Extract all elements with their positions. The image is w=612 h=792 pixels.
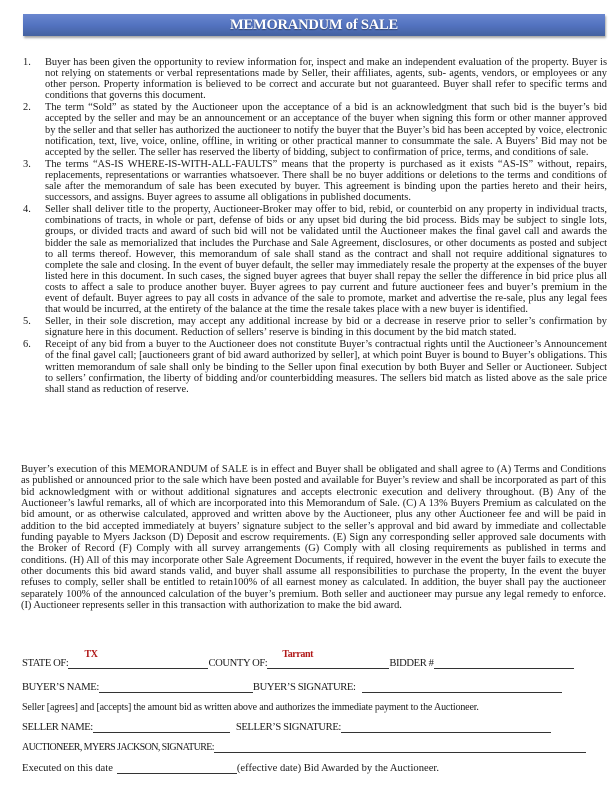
bidder-label: BIDDER # — [389, 658, 434, 669]
term-number: 4. — [23, 204, 31, 216]
county-field[interactable] — [267, 649, 389, 669]
term-number: 6. — [23, 339, 31, 351]
executed-date-field[interactable] — [117, 762, 237, 774]
seller-agreement-note: Seller [agrees] and [accepts] the amount bid as written above and authorizes the immediate payment to the Auctioneer. — [22, 702, 479, 713]
buyer-signature-label: BUYER’S SIGNATURE: — [252, 682, 356, 693]
execution-paragraph: Buyer’s execution of this MEMORANDUM of SALE is in effect and Buyer shall be obligated and shall agree to (A) Terms and Conditions as published or announced prior to the sale which have been posted and available for Buyer’s review and shall be incorporated as part of this bid acknowledgment with or without additional signatures and accepts electronic execution and delivery throughout. (B) Any of the Auctioneer’s lawful remarks, all of which are incorporated into this Memorandum of Sale. (C) A 13% Buyers Premium as calculated on the bid amount, or as otherwise calculated, approved and written above by the Auctioneer, plus any other Auctioneer fee and will be paid in addition to the bid accepted immediately at buyers’ signature subject to the seller’s approval and bid award by immediate and collectable funding payable to Myers Jackson (D) Deposit and escrow requirements. (E) Sign any corresponding seller approved sale documents with the Broker of Record (F) Comply with all survey arrangements (G) Comply with all closing requirements as published in terms and conditions. (H) All of this may incorporate other Sale Agreement Documents, if required, however in the event the buyer fails to execute the other documents this bid award stands valid, and buyer shall assume all responsibilities to purchase the property, In the event the buyer refuses to comply, seller shall be entitled to retain100% of all earnest money as calculated. In addition, the buyer shall pay the auctioneer separately 100% of the announced calculation of the buyer’s premium. Both seller and auctioneer may pursue any legal remedy to enforce. (I) Auctioneer represents seller in this transaction with authorization to make the bid award. — [21, 464, 606, 612]
term-text: Buyer has been given the opportunity to review information for, inspect and make an independent evaluation of the property. Buyer is not relying on statements or verbal representations made by Seller, their affiliates, agents, sub- agents, vendors, or employees or any other person. Property information is believed to be correct and accurate but not guaranteed. Buyer shall refer to specific terms and conditions that governs this document. — [45, 57, 607, 102]
term-text: Seller, in their sole discretion, may accept any additional increase by bid or a decrease in reserve prior to seller’s confirmation by signature here in this document. Reduction of sellers’ reserve is binding in this document by the bid match stated. — [45, 316, 607, 339]
auctioneer-row — [22, 741, 586, 753]
county-value: Tarrant — [282, 649, 314, 660]
term-item — [17, 204, 607, 315]
executed-row — [22, 762, 439, 774]
term-number: 2. — [23, 102, 31, 114]
buyer-row — [22, 681, 562, 693]
term-text: The term “Sold” as stated by the Auctioneer upon the acceptance of a bid is an acknowledgment that such bid is the buyer’s bid accepted by the seller and may be an announcement or an acceptance of the buyer when signing this form or other manner approved by the seller and that seller has authorized the auctioneer to notify the buyer that the Buyer’s bid has been accepted by voice, electronic notification, text, live, voice, online, offline, in writing or other practical manner to consummate the sale. A Buyers’ Bid may not be accepted by the seller. The seller has reserved the liberty of bidding, subject to confirmation of price, terms, and conditions of sale. — [45, 102, 607, 158]
buyer-name-label: BUYER’S NAME: — [22, 682, 99, 693]
terms-list — [17, 57, 607, 395]
auctioneer-signature-field[interactable] — [214, 741, 586, 753]
state-value: TX — [84, 649, 98, 660]
seller-name-label: SELLER NAME: — [22, 722, 93, 733]
term-item — [17, 57, 607, 101]
county-label: COUNTY OF: — [208, 658, 268, 669]
state-label: STATE OF: — [22, 658, 69, 669]
term-item — [17, 102, 607, 157]
seller-signature-label: SELLER’S SIGNATURE: — [235, 722, 341, 733]
seller-signature-field[interactable] — [341, 721, 551, 733]
term-text: Receipt of any bid from a buyer to the Auctioneer does not constitute Buyer’s contractual rights until the Auctioneer’s Announcement of the final gavel call; [auctioneers grant of bid award authorized by seller], at which point Buyer is bound to Buyer’s obligations. This written memorandum of sale shall only be binding to the Seller upon final execution by both Buyer and Seller or Auctioneer. Subject to sellers’ confirmation, the liberty of bidding and/or counterbidding measures. The sellers bid match as listed above as the sale price shall stand as reduction of reserve. — [45, 339, 607, 395]
term-number: 5. — [23, 316, 31, 328]
seller-name-field[interactable] — [93, 721, 230, 733]
term-number: 1. — [23, 57, 31, 68]
executed-prefix: Executed on this date — [22, 763, 113, 774]
auctioneer-signature-label: AUCTIONEER, MYERS JACKSON, SIGNATURE: — [22, 742, 214, 753]
term-item — [17, 159, 607, 203]
term-text: The terms “AS-IS WHERE-IS-WITH-ALL-FAULTS” means that the property is purchased as it exists “AS-IS” without, repairs, replacements, representations or warranties whatsoever. There shall be no buyer additions or deletions to the terms and conditions of sale after the memorandum of sale has been executed by buyer. This agreement is binding upon the parties hereto and their heirs, successors, and assigns. Buyer agrees to assume all obligations in published documents. — [45, 158, 607, 204]
buyer-signature-field[interactable] — [362, 681, 562, 693]
seller-row — [22, 721, 551, 733]
executed-suffix: (effective date) Bid Awarded by the Auctioneer. — [236, 763, 440, 774]
term-text: Seller shall deliver title to the property, Auctioneer-Broker may offer to bid, rebid, or counterbid on any property in individual tracts, combinations of tracts, in whole or part, defense of bids or any upset bid during the bid process. Bids may be subject to single lots, groups, or divided tracts and award of such bid will not be validated until the Auctioneer makes the final gavel call and awards the bidder the sale as memorialized that includes the Purchase and Sale Agreement, disclosures, or other documents as posted and subject to all terms thereof. However, this memorandum of sale shall stand as the contract and shall not require additional signatures to complete the sale and closing. In the event of buyer default, the seller may immediately resale the property at the expenses of the buyer listed here in this document. In such cases, the signed buyer agrees that buyer shall repay the seller the difference in bid price plus all costs to affect a sale to produce another buyer. Buyer agrees to pay current and future auctioneer fees and buyer’s premium in the event of default. Buyer agrees to pay all costs in advance of the sale to promote, market and advertise the re-sale, plus any legal fees that would be incurred, at the entirety of the balance at the time the resale takes place with a new buyer is identified. — [45, 204, 607, 316]
title-banner — [23, 14, 605, 36]
bidder-field[interactable] — [434, 657, 574, 669]
buyer-name-field[interactable] — [99, 681, 253, 693]
term-item — [17, 316, 607, 338]
term-item — [17, 339, 607, 394]
state-field[interactable] — [68, 649, 208, 669]
state-county-bidder-row — [22, 649, 574, 669]
page-title: MEMORANDUM of SALE — [230, 16, 398, 33]
term-number: 3. — [23, 158, 31, 170]
